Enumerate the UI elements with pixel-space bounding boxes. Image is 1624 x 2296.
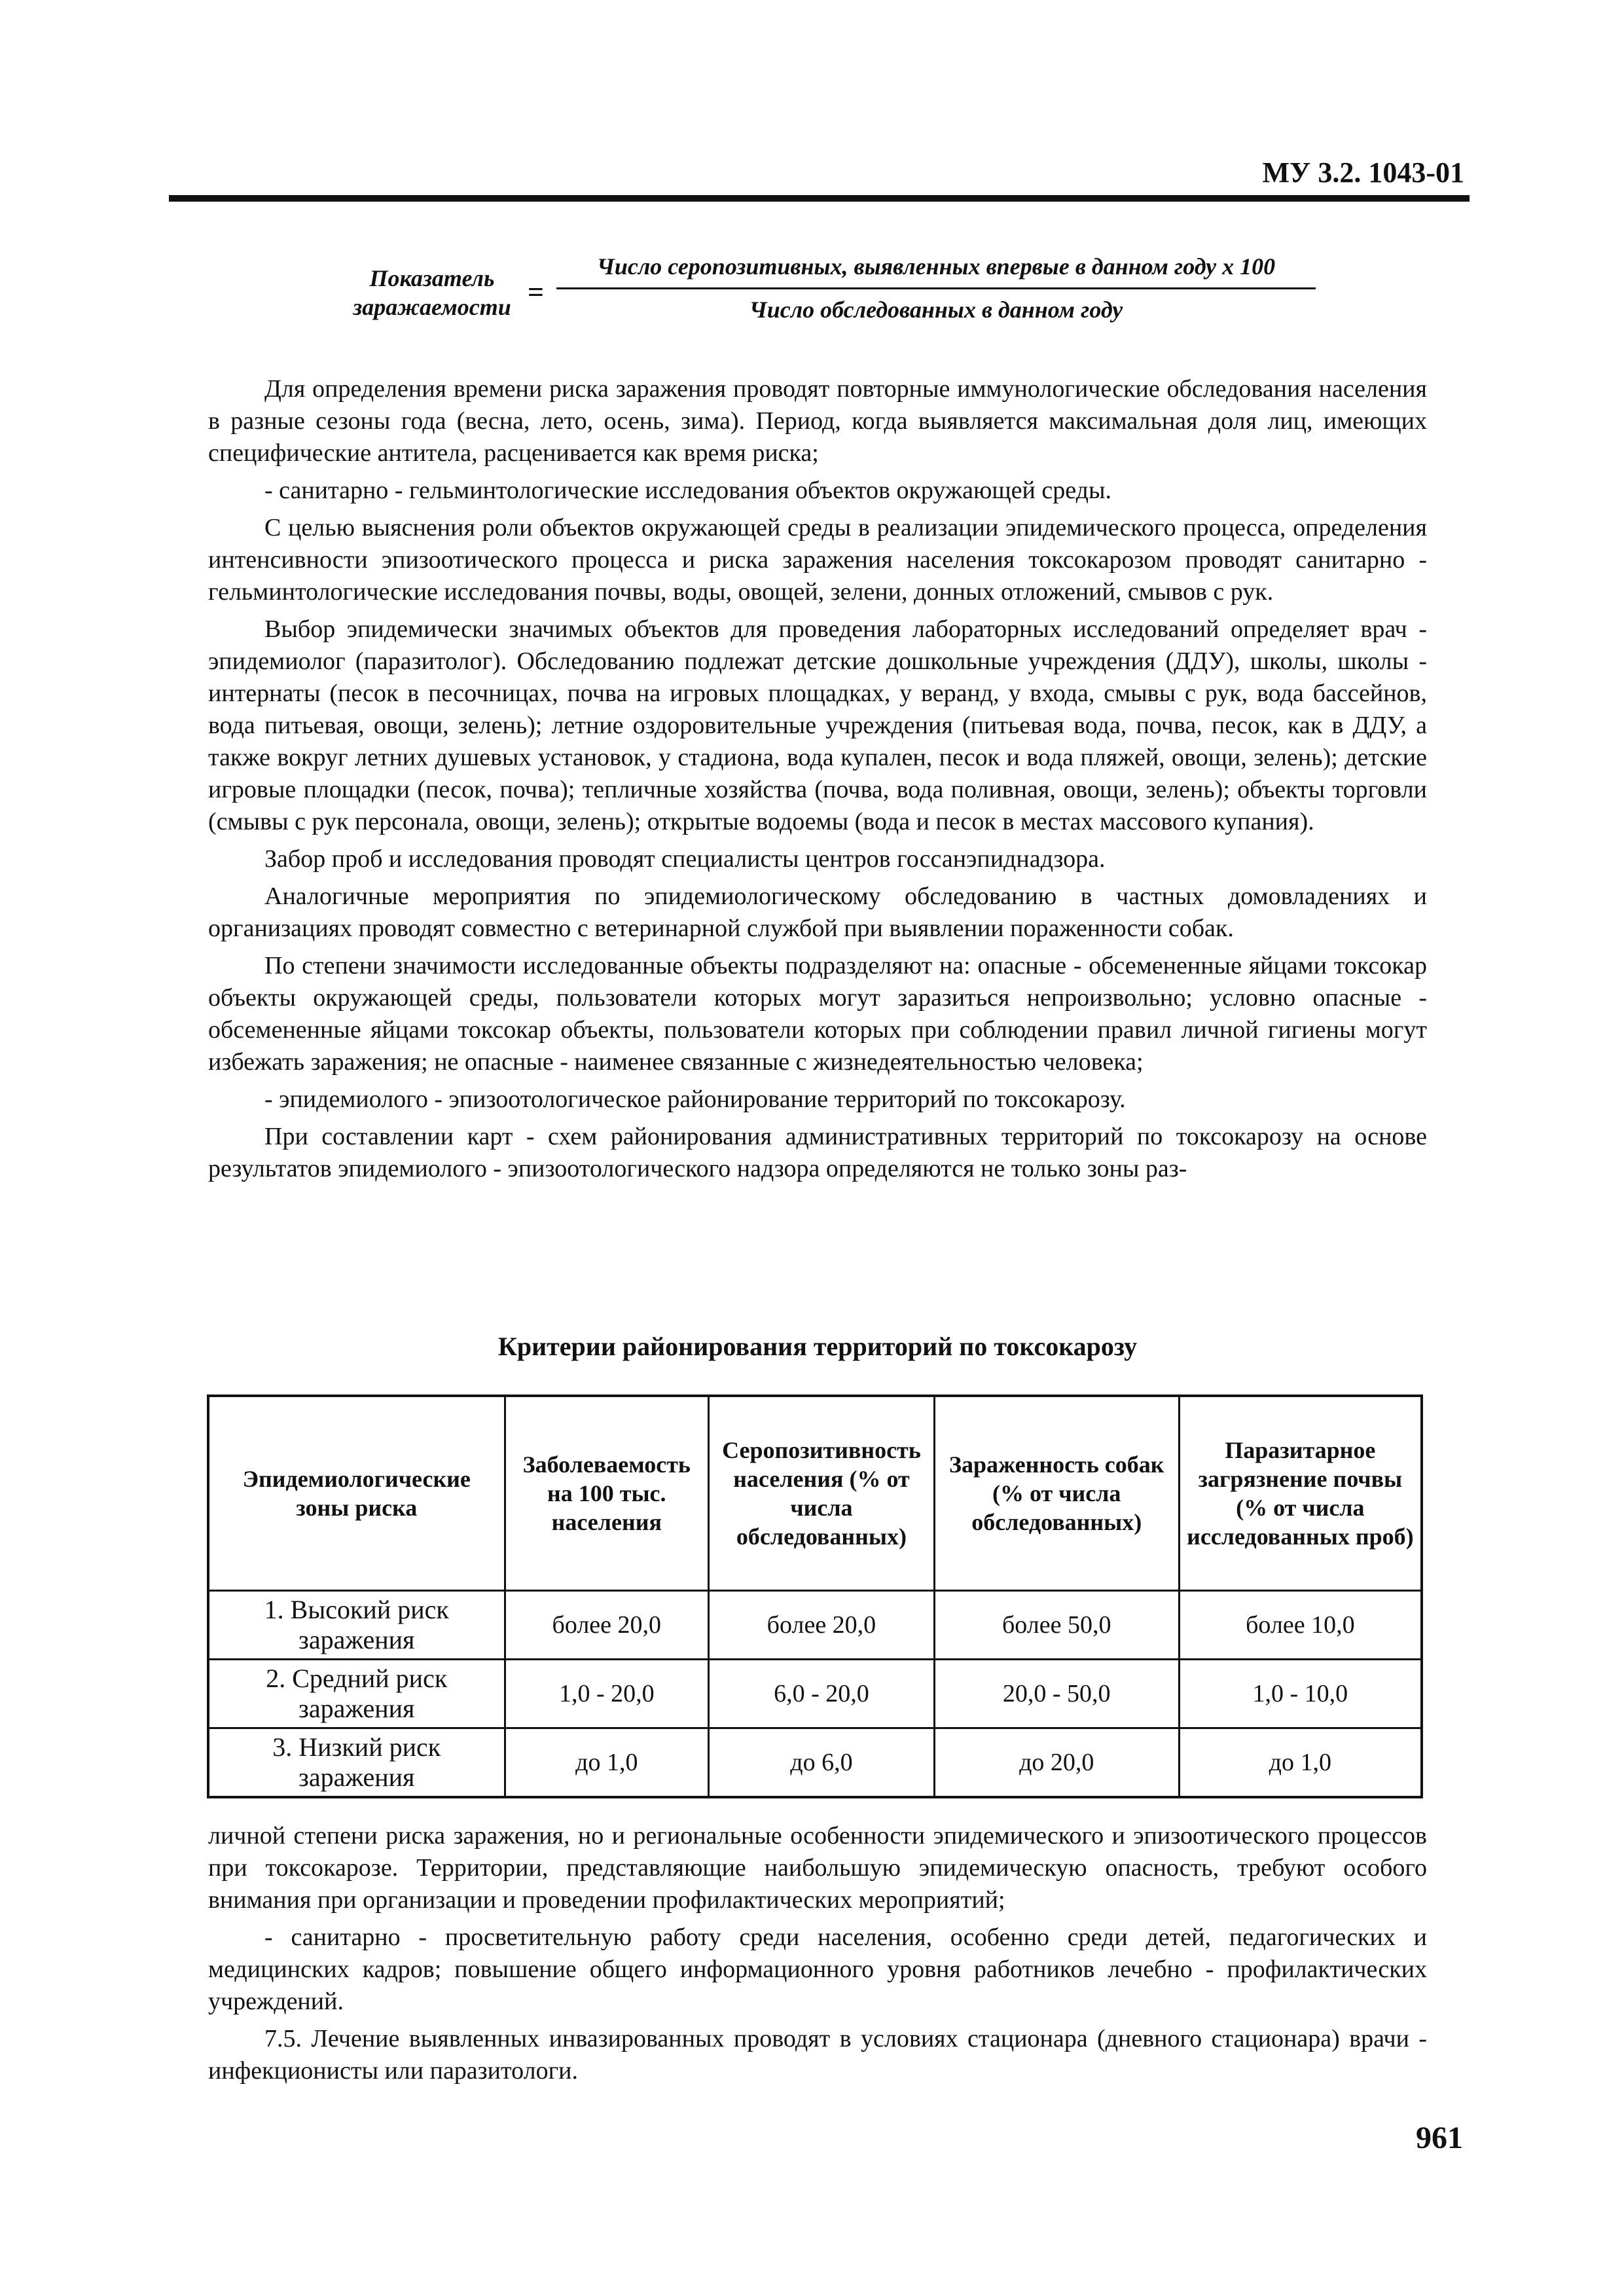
dogs-cell: 20,0 - 50,0 — [934, 1660, 1179, 1728]
formula-denominator: Число обследованных в данном году — [749, 297, 1123, 323]
soil-cell: 1,0 - 10,0 — [1179, 1660, 1422, 1728]
paragraph: По степени значимости исследованные объекты подразделяют на: опасные - обсемененные яйцами токсокар объекты окружающей среды, пользователи которых могут заразиться непроизвольно; условно опасные - обсемененные яйцами токсокар объекты, пользователи которых при соблюдении правил личной гигиены могут избежать заражения; не опасные - наименее связанные с жизнедеятельностью человека; — [208, 952, 1427, 1076]
paragraph: Для определения времени риска заражения проводят повторные иммунологические обследования населения в разные сезоны года (весна, лето, осень, зима). Период, когда выявляется максимальная доля лиц, имеющих специфические антитела, расценивается как время риска; — [208, 375, 1427, 467]
body-text-bottom — [208, 1820, 1427, 2092]
fraction-bar — [556, 287, 1316, 289]
page-header — [169, 155, 1470, 202]
paragraph: - санитарно - гельминтологические исследования объектов окружающей среды. — [264, 477, 1111, 504]
incidence-cell: 1,0 - 20,0 — [505, 1660, 709, 1728]
formula-label-line1: Показатель — [369, 265, 495, 291]
infection-rate-formula — [340, 252, 1309, 344]
column-header: Серопозитивность населения (% от числа обследованных) — [709, 1396, 935, 1591]
formula-label — [340, 264, 524, 321]
formula-numerator: Число серопозитивных, выявленных впервые в данном году х 100 — [596, 253, 1276, 280]
table-row — [208, 1591, 1422, 1660]
paragraph: С целью выяснения роли объектов окружающей среды в реализации эпидемического процесса, определения интенсивности эпизоотического процесса и риска заражения населения токсокарозом проводят санитарно - гельминтологические исследования почвы, воды, овощей, зелени, донных отложений, смывов с рук. — [208, 514, 1427, 606]
paragraph: - эпидемиолого - эпизоотологическое районирование территорий по токсокарозу. — [264, 1085, 1126, 1113]
seropositivity-cell: до 6,0 — [709, 1728, 935, 1798]
page-number: 961 — [1416, 2121, 1463, 2155]
formula-label-line2: заражаемости — [353, 294, 511, 320]
zone-cell: 3. Низкий риск заражения — [208, 1728, 505, 1798]
document-code: МУ 3.2. 1043-01 — [1262, 156, 1464, 189]
column-header: Зараженность собак (% от числа обследованных) — [934, 1396, 1179, 1591]
table-row — [208, 1660, 1422, 1728]
formula-equals-sign: = — [528, 276, 545, 308]
soil-cell: до 1,0 — [1179, 1728, 1422, 1798]
paragraph: 7.5. Лечение выявленных инвазированных проводят в условиях стационара (дневного стационара) врачи - инфекционисты или паразитологи. — [208, 2025, 1427, 2085]
body-text-top — [208, 373, 1427, 1190]
table-title: Критерии районирования территорий по токсокарозу — [497, 1332, 1138, 1361]
zoning-criteria-table — [207, 1394, 1423, 1798]
column-header: Паразитарное загрязнение почвы (% от числа исследованных проб) — [1179, 1396, 1422, 1591]
paragraph: Выбор эпидемически значимых объектов для проведения лабораторных исследований определяет врач - эпидемиолог (паразитолог). Обследованию подлежат детские дошкольные учреждения (ДДУ), школы, школы - интернаты (песок в песочницах, почва на игровых площадках, у веранд, у входа, смывы с рук, вода бассейнов, вода питьевая, овощи, зелень); летние оздоровительные учреждения (питьевая вода, почва, песок, как в ДДУ, а также вокруг летних душевых установок, у стадиона, вода купален, песок и вода пляжей, овощи, зелень); детские игровые площадки (песок, почва); тепличные хозяйства (почва, вода поливная, овощи, зелень); объекты торговли (смывы с рук персонала, овощи, зелень); открытые водоемы (вода и песок в местах массового купания). — [208, 615, 1427, 835]
header-divider — [169, 195, 1470, 202]
paragraph: Забор проб и исследования проводят специалисты центров госсанэпиднадзора. — [264, 845, 1106, 873]
incidence-cell: до 1,0 — [505, 1728, 709, 1798]
table-header-row — [208, 1396, 1422, 1591]
paragraph: - санитарно - просветительную работу среди населения, особенно среди детей, педагогических и медицинских кадров; повышение общего информационного уровня работников лечебно - профилактических учреждений. — [208, 1923, 1427, 2015]
dogs-cell: до 20,0 — [934, 1728, 1179, 1798]
table-row — [208, 1728, 1422, 1798]
zone-cell: 2. Средний риск заражения — [208, 1660, 505, 1728]
column-header: Заболеваемость на 100 тыс. населения — [505, 1396, 709, 1591]
seropositivity-cell: 6,0 - 20,0 — [709, 1660, 935, 1728]
seropositivity-cell: более 20,0 — [709, 1591, 935, 1660]
zone-cell: 1. Высокий риск заражения — [208, 1591, 505, 1660]
paragraph: личной степени риска заражения, но и региональные особенности эпидемического и эпизоотического процессов при токсокарозе. Территории, представляющие наибольшую эпидемическую опасность, требуют особого внимания при организации и проведении профилактических мероприятий; — [208, 1822, 1427, 1914]
dogs-cell: более 50,0 — [934, 1591, 1179, 1660]
paragraph: При составлении карт - схем районирования административных территорий по токсокарозу на основе результатов эпидемиолого - эпизоотологического надзора определяются не только зоны раз- — [208, 1123, 1427, 1182]
paragraph: Аналогичные мероприятия по эпидемиологическому обследованию в частных домовладениях и организациях проводят совместно с ветеринарной службой при выявлении пораженности собак. — [208, 883, 1427, 942]
incidence-cell: более 20,0 — [505, 1591, 709, 1660]
soil-cell: более 10,0 — [1179, 1591, 1422, 1660]
column-header: Эпидемиологические зоны риска — [208, 1396, 505, 1591]
